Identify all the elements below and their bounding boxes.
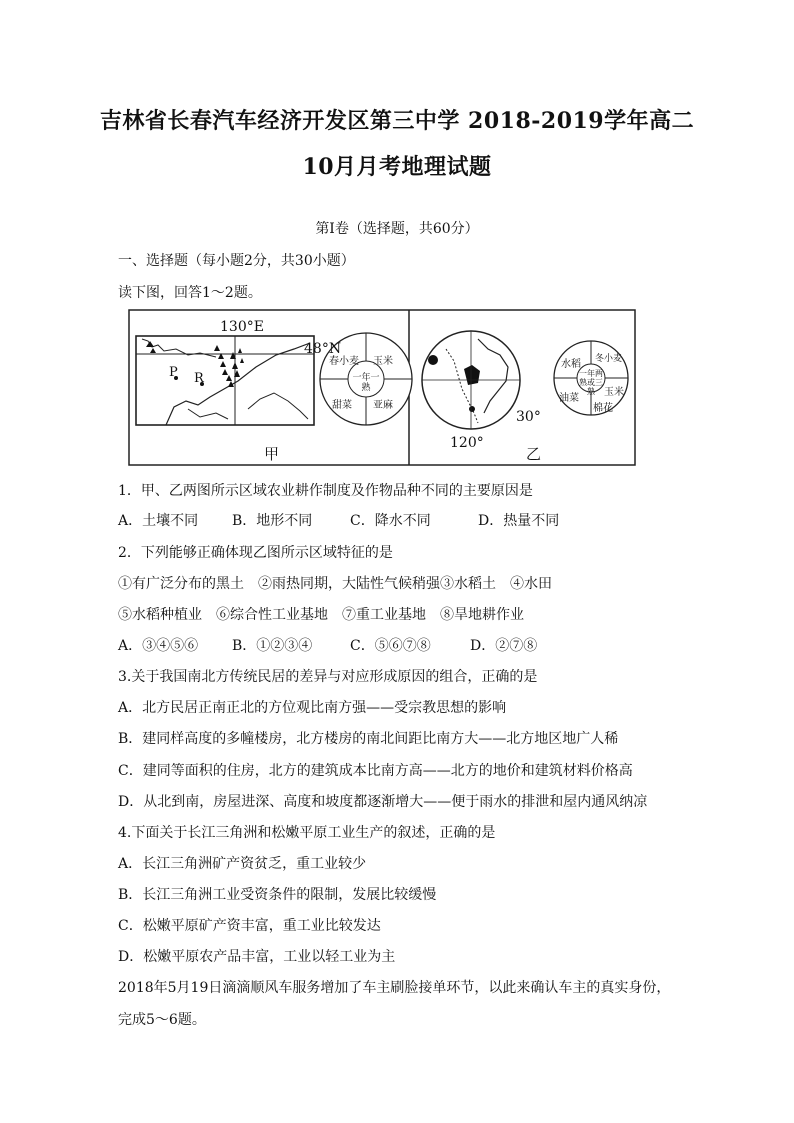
q4-option-c[interactable]: C．松嫩平原矿产资丰富，重工业比较发达 <box>118 918 381 934</box>
jia-latitude-label: 48°N <box>304 341 342 357</box>
q3-option-d[interactable]: D．从北到南，房屋进深、高度和坡度都逐渐增大——便于雨水的排泄和屋内通风纳凉 <box>118 794 648 810</box>
figure-label-jia: 甲 <box>264 445 280 463</box>
q4-option-a[interactable]: A．长江三角洲矿产资贫乏，重工业较少 <box>118 856 367 872</box>
jia-crop-2: 玉米 <box>373 356 393 367</box>
q2-items-line2: ⑤水稻种植业 ⑥综合性工业基地 ⑦重工业基地 ⑧旱地耕作业 <box>118 607 524 623</box>
q1-option-c[interactable]: C．降水不同 <box>350 513 431 529</box>
yi-crop-3: 玉米 <box>604 387 624 398</box>
question-1-stem: 1．甲、乙两图所示区域农业耕作制度及作物品种不同的主要原因是 <box>118 483 533 499</box>
point-p-label: P <box>169 365 178 380</box>
q1-option-b[interactable]: B．地形不同 <box>232 513 313 529</box>
map-figure <box>128 309 636 466</box>
q1-option-d[interactable]: D．热量不同 <box>478 513 560 529</box>
q2-option-d[interactable]: D．②⑦⑧ <box>470 638 538 654</box>
question-2-stem: 2．下列能够正确体现乙图所示区域特征的是 <box>118 545 393 561</box>
yi-crop-4: 棉花 <box>593 403 613 414</box>
point-r-label: R <box>194 371 204 386</box>
question-4-stem: 4.下面关于长江三角洲和松嫩平原工业生产的叙述，正确的是 <box>118 825 496 841</box>
q3-option-c[interactable]: C．建同等面积的住房，北方的建筑成本比南方高——北方的地价和建筑材料价格高 <box>118 763 633 779</box>
passage-line2: 完成5～6题。 <box>118 1012 206 1028</box>
map-figure-svg <box>128 309 636 466</box>
passage-line1: 2018年5月19日滴滴顺风车服务增加了车主刷脸接单环节，以此来确认车主的真实身份， <box>118 980 671 996</box>
yi-crop-5: 油菜 <box>559 393 579 404</box>
exam-title-line2: 10月月考地理试题 <box>302 154 492 180</box>
yi-rotation-center: 一年两熟或三熟 <box>579 369 603 396</box>
q2-option-b[interactable]: B．①②③④ <box>232 638 313 654</box>
yi-crop-2: 冬小麦 <box>595 354 623 364</box>
q1-option-a[interactable]: A．土壤不同 <box>118 513 199 529</box>
q3-option-b[interactable]: B．建同样高度的多幢楼房，北方楼房的南北间距比南方大——北方地区地广人稀 <box>118 731 619 747</box>
jia-crop-3: 亚麻 <box>373 400 393 411</box>
question-3-stem: 3.关于我国南北方传统民居的差异与对应形成原因的组合，正确的是 <box>118 669 538 685</box>
jia-crop-1: 春小麦 <box>329 356 359 367</box>
q4-option-d[interactable]: D．松嫩平原农产品丰富，工业以轻工业为主 <box>118 949 396 965</box>
volume-title: 第Ⅰ卷（选择题，共60分） <box>315 221 479 237</box>
jia-rotation-center: 一年一熟 <box>352 373 380 393</box>
jia-longitude-label: 130°E <box>220 319 264 335</box>
q4-option-b[interactable]: B．长江三角洲工业受资条件的限制，发展比较缓慢 <box>118 887 437 903</box>
jia-crop-4: 甜菜 <box>332 400 352 411</box>
figure-label-yi: 乙 <box>526 445 542 463</box>
yi-latitude-label: 30° <box>516 409 541 425</box>
yi-crop-1: 水稻 <box>561 359 581 370</box>
q2-option-a[interactable]: A．③④⑤⑥ <box>118 638 199 654</box>
q2-option-c[interactable]: C．⑤⑥⑦⑧ <box>350 638 431 654</box>
part-title: 一、选择题（每小题2分，共30小题） <box>118 253 355 269</box>
q2-items-line1: ①有广泛分布的黑土 ②雨热同期，大陆性气候稍强③水稻土 ④水田 <box>118 576 552 592</box>
figure-intro: 读下图，回答1～2题。 <box>118 285 262 301</box>
q3-option-a[interactable]: A．北方民居正南正北的方位观比南方强——受宗教思想的影响 <box>118 700 507 716</box>
exam-title-line1: 吉林省长春汽车经济开发区第三中学 2018-2019学年高二 <box>99 108 695 134</box>
yi-longitude-label: 120° <box>450 435 484 451</box>
